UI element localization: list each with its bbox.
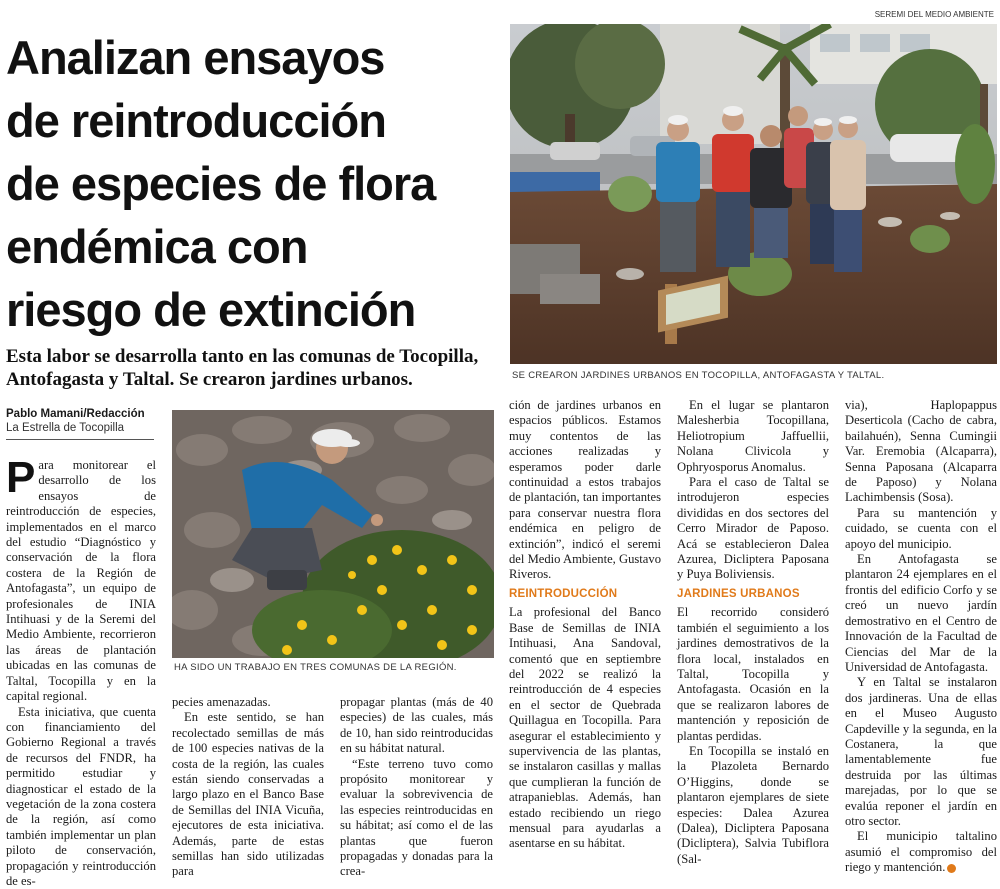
main-photo-caption: SE CREARON JARDINES URBANOS EN TOCOPILLA, ANTOFAGASTA Y TALTAL. xyxy=(512,370,884,381)
article-column-6 xyxy=(845,398,997,876)
article-paragraph: Para monitorear el desarrollo de los ensayos de reintroducción de especies, implementados en el marco del estudio “Diagnóstico y conservación de la flora costera de la Región de Antofagasta”, un equipo de profesionales de INIA Intihuasi y de la Seremi del Medio Ambiente, recorrieron las áreas de plantación ubicadas en las comunas de Taltal, Tocopilla y en la capital regional. xyxy=(6,458,156,705)
article-paragraph: ción de jardines urbanos en espacios públicos. Estamos muy contentos de las acciones realizadas y esperamos poder darle continuidad a estos trabajos de plantación, tan importantes para conservar nuestra flora endémica en peligro de extinción”, indicó el seremi del Medio Ambiente, Gustavo Riveros. xyxy=(509,398,661,583)
article-paragraph: Esta iniciativa, que cuenta con financiamiento del Gobierno Regional a través de recursos del FNDR, ha permitido estudiar y diagnosticar el estado de la vegetación de la zona costera de la región, así como también implementar un plan piloto de conservación, propagación y reintroducción de es- xyxy=(6,705,156,889)
secondary-photo-illustration xyxy=(172,410,494,658)
end-mark-icon xyxy=(947,864,956,873)
byline-outlet: La Estrella de Tocopilla xyxy=(6,422,124,434)
article-column-3 xyxy=(340,695,493,880)
photo-credit: SEREMI DEL MEDIO AMBIENTE xyxy=(875,10,994,19)
article-paragraph: El municipio taltalino asumió el compromiso del riego y mantención. xyxy=(845,829,997,875)
main-photo xyxy=(510,24,997,364)
section-heading-reintroduccion: REINTRODUCCIÓN xyxy=(509,587,661,602)
headline-line-5: riesgo de extinción xyxy=(6,278,506,341)
secondary-photo-caption: HA SIDO UN TRABAJO EN TRES COMUNAS DE LA REGIÓN. xyxy=(174,662,457,673)
article-column-2 xyxy=(172,695,324,880)
article-column-1 xyxy=(6,458,156,889)
article-paragraph: El recorrido consideró también el seguimiento a los jardines demostrativos de la flora local, instalados en Taltal, Tocopilla y Antofagasta. Ocasión en la que se realizaron labores de mantención y reposición de plantas perdidas. xyxy=(677,605,829,744)
article-paragraph: Para el caso de Taltal se introdujeron especies divididas en dos sectores del Cerro Mirador de Paposo. Acá se establecieron Dalea Azurea, Dicliptera Paposana y Puya Boliviensis. xyxy=(677,475,829,583)
headline-line-2: de reintroducción xyxy=(6,89,506,152)
headline-line-3: de especies de flora xyxy=(6,152,506,215)
drop-cap: P xyxy=(6,460,35,496)
headline xyxy=(6,26,506,341)
article-paragraph: En este sentido, se han recolectado semillas de más de 100 especies nativas de la costa de la región, las cuales están siendo conservadas a largo plazo en el Banco Base de Semillas del INIA Vicuña, ejecutores de esta iniciativa. Además, parte de estas semillas han sido utilizadas para xyxy=(172,710,324,879)
article-paragraph: Y en Taltal se instalaron dos jardineras. Una de ellas en el Museo Augusto Capdeville y la segunda, en la Costanera, la que lamentablemente fue destruida por las últimas marejadas, por lo que se evalúa reponer el jardín en otro sector. xyxy=(845,675,997,829)
secondary-photo xyxy=(172,410,494,658)
article-paragraph: via), Haplopappus Deserticola (Cacho de cabra, bailahuén), Senna Cumingii Var. Eremobia (Alcaparra), Senna Paposana (Alcaparra de Paposo) y Nolana Lachimbensis (Sosa). xyxy=(845,398,997,506)
byline-divider xyxy=(6,439,154,440)
main-photo-illustration xyxy=(510,24,997,364)
article-paragraph: En Tocopilla se instaló en la Plazoleta Bernardo O’Higgins, donde se plantaron ejemplares de siete especies: Dalea Azurea (Dalea), Dicliptera Paposana (Dicliptera), Salvia Tubiflora (Sal- xyxy=(677,744,829,867)
article-column-5 xyxy=(677,398,829,867)
headline-line-1: Analizan ensayos xyxy=(6,26,506,89)
article-paragraph: En el lugar se plantaron Malesherbia Tocopillana, Heliotropium Jaffuellii, Nolana Clivicola y Ophryosporus Anomalus. xyxy=(677,398,829,475)
article-paragraph: propagar plantas (más de 40 especies) de las cuales, más de 10, han sido reintroducidas en su hábitat natural. xyxy=(340,695,493,757)
article-paragraph: pecies amenazadas. xyxy=(172,695,324,710)
byline-author: Pablo Mamani/Redacción xyxy=(6,408,145,420)
article-paragraph: La profesional del Banco Base de Semillas de INIA Intihuasi, Ana Sandoval, comentó que en septiembre del 2022 se realizó la reintroducción de 4 especies en el sector de Quebrada Quillagua en Tocopilla. Para asegurar el establecimiento y supervivencia de las plantas, se instalaron casillas y mallas que cumplieran la función de atrapanieblas. Además, han estado recibiendo un riego mensual para ayudarlas a asentarse en su hábitat. xyxy=(509,605,661,852)
section-heading-jardines-urbanos: JARDINES URBANOS xyxy=(677,587,829,602)
subheadline: Esta labor se desarrolla tanto en las comunas de Tocopilla, Antofagasta y Taltal. Se crearon jardines urbanos. xyxy=(6,345,504,391)
headline-line-4: endémica con xyxy=(6,215,506,278)
article-paragraph: “Este terreno tuvo como propósito monitorear y evaluar la sobrevivencia de las especies reintroducidas en su hábitat; así como el de las plantas que fueron propagadas y donadas para la crea- xyxy=(340,757,493,880)
article-column-4 xyxy=(509,398,661,852)
article-paragraph: En Antofagasta se plantaron 24 ejemplares en el frontis del edificio Corfo y se creó un nuevo jardín demostrativo en el Centro de Innovación de la Facultad de Ciencias del Mar de la Universidad de Antofagasta. xyxy=(845,552,997,675)
article-paragraph: Para su mantención y cuidado, se cuenta con el apoyo del municipio. xyxy=(845,506,997,552)
